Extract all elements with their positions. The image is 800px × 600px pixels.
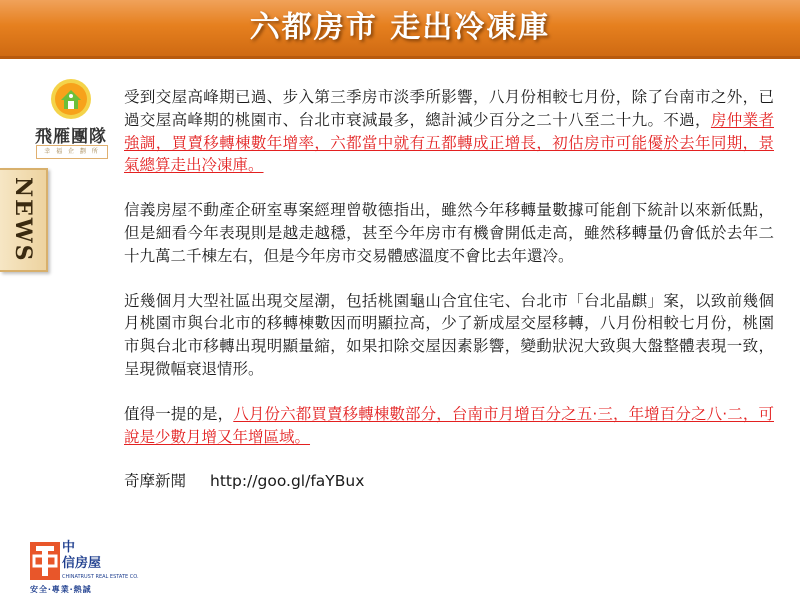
paragraph-1-text: 受到交屋高峰期已過、步入第三季房市淡季所影響，八月份相較七月份，除了台南市之外，已過交屋高峰期的桃園市、台北市衰減最多，總計減少百分之二十八至二十九。不過， bbox=[124, 88, 774, 129]
article-paragraph-2: 信義房屋不動產企研室專案經理曾敬德指出，雖然今年移轉量數據可能創下統計以來新低點，但是細看今年表現則是越走越穩，甚至今年房市有機會開低走高，雖然移轉量仍會低於去年二十九萬二千棟左右，但是今年房市交易體感溫度不會比去年還冷。 bbox=[124, 201, 774, 265]
article-body bbox=[124, 86, 774, 493]
article-paragraph-1 bbox=[124, 86, 774, 177]
page-title: 六都房市 走出冷凍庫 bbox=[249, 10, 551, 45]
paragraph-4-highlight: 八月份六都買賣移轉棟數部分，台南市月增百分之五‧三，年增百分之八‧二，可說是少數月增又年增區域。 bbox=[124, 404, 774, 446]
paragraph-1-highlight: 房仲業者強調，買賣移轉棟數年增率，六都當中就有五都轉成正增長，初估房市可能優於去年同期，景氣總算走出冷凍庫。 bbox=[124, 110, 774, 175]
feiyan-team-name: 飛雁團隊 bbox=[35, 127, 107, 147]
chinatrust-slogan: 安全‧專業‧熱誠 bbox=[30, 585, 92, 594]
house-emblem-icon bbox=[50, 78, 92, 120]
chinatrust-name-line2: 信房屋 bbox=[62, 556, 102, 571]
chinatrust-mark-icon bbox=[30, 542, 60, 580]
source-label: 奇摩新聞 bbox=[124, 472, 187, 491]
news-tab bbox=[0, 168, 48, 272]
article-paragraph-4 bbox=[124, 403, 774, 449]
chinatrust-name-line1: 中 bbox=[62, 540, 76, 555]
source-line bbox=[124, 470, 774, 493]
chinatrust-name bbox=[62, 540, 101, 572]
paragraph-4-text: 值得一提的是， bbox=[124, 404, 234, 423]
news-tab-label: NEWS bbox=[10, 177, 36, 263]
chinatrust-english-name: CHINATRUST REAL ESTATE CO. bbox=[62, 574, 139, 580]
chinatrust-logo bbox=[30, 540, 139, 596]
source-link[interactable]: http://goo.gl/faYBux bbox=[210, 472, 365, 491]
feiyan-team-logo bbox=[28, 78, 114, 168]
feiyan-team-tagline: 幸 福 企 劃 所 bbox=[36, 145, 108, 159]
article-paragraph-3: 近幾個月大型社區出現交屋潮，包括桃園龜山合宜住宅、台北市「台北晶麒」案，以致前幾個月桃園市與台北市的移轉棟數因而明顯拉高，少了新成屋交屋移轉，八月份相較七月份，桃園市與台北市移轉出現明顯量縮，如果扣除交屋因素影響，變動狀況大致與大盤整體表現一致，呈現微幅衰退情形。 bbox=[124, 291, 774, 378]
